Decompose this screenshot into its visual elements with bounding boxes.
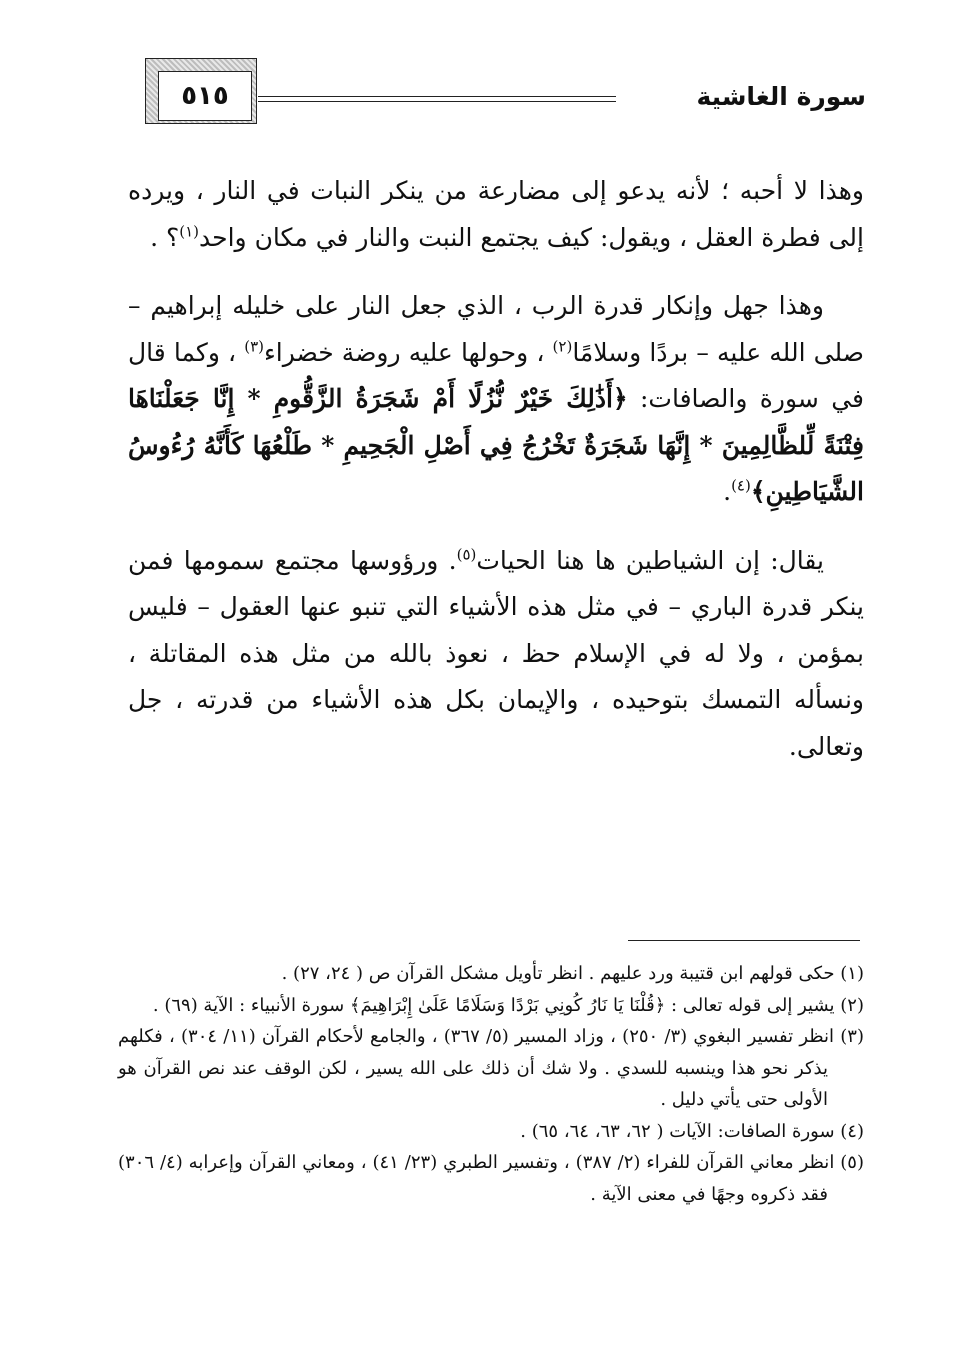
- footnote-ref-1: (١): [179, 222, 200, 241]
- paragraph-3: [128, 538, 864, 771]
- footnote-text: يشير إلى قوله تعالى : ﴿قُلْنَا يَا نَارُ كُونِي بَرْدًا وَسَلَامًا عَلَىٰ إِبْرَاهِيمَ﴾ سورة الأنبياء : الآية (٦٩) .: [152, 994, 835, 1016]
- footnote-number: (٤): [840, 1120, 864, 1142]
- paragraph-3-text-2: . ورؤوسها مجتمع سمومها فمن ينكر قدرة الباري – في مثل هذه الأشياء التي تنبو عنها العقول – فليس بمؤمن ، ولا له في الإسلام حظ ، نعوذ بالله من مثل هذه المقاتلة ، ونسأله التمسك بتوحيده ، والإيمان بكل هذه الأشياء من قدرته ، جل وتعالى.: [128, 545, 864, 761]
- footnote-number: (٢): [840, 994, 864, 1016]
- page-number-box: [145, 58, 257, 124]
- footnotes: [118, 958, 864, 1210]
- footnote-ref-5: (٥): [456, 545, 477, 564]
- paragraph-3-text-1: يقال: إن الشياطين ها هنا الحيات: [476, 545, 824, 575]
- footnote-5: [118, 1147, 864, 1210]
- footnote-number: (١): [840, 963, 864, 984]
- footnote-number: (٥): [840, 1152, 864, 1173]
- footnote-text: انظر تفسير البغوي (٣/ ٢٥٠) ، وزاد المسير (٥/ ٣٦٧) ، والجامع لأحكام القرآن (١١/ ٣٠٤) ، فكلهم يذكر نحو هذا وينسبه للسدي . ولا شك أن ذلك على الله يسير ، لكن الوقف عند نص القرآن هو الأولى حتى يأتي دليل .: [118, 1026, 835, 1110]
- footnote-text: حكى قولهم ابن قتيبة ورد عليهم . انظر تأويل مشكل القرآن ص ( ٢٤، ٢٧) .: [281, 963, 835, 984]
- footnote-4: [118, 1116, 864, 1148]
- footnote-rule: [628, 940, 860, 941]
- footnote-ref-3: (٣): [244, 337, 265, 356]
- page-number-frame: [158, 71, 252, 121]
- paragraph-1: [128, 168, 864, 261]
- footnote-2: [118, 990, 864, 1022]
- paragraph-2-end: .: [723, 477, 732, 506]
- footnote-text: سورة الصافات: الآيات ( ٦٢، ٦٣، ٦٤، ٦٥) .: [520, 1120, 835, 1142]
- paragraph-1-end: ؟ .: [150, 222, 180, 252]
- footnote-number: (٣): [840, 1026, 864, 1047]
- page-number: ٥١٥: [181, 81, 229, 111]
- paragraph-2: [128, 283, 864, 516]
- body-text: [128, 168, 864, 770]
- paragraph-2-text-3: ، وكما قال في سورة والصافات:: [128, 337, 864, 413]
- paragraph-2-text-2: ، وحولها عليه روضة خضراء: [264, 337, 553, 367]
- quran-quote: ﴿أَذَٰلِكَ خَيْرٌ نُّزُلًا أَمْ شَجَرَةُ الزَّقُّومِ * إِنَّا جَعَلْنَاهَا فِتْنَةً لِّلظَّالِمِينَ * إِنَّهَا شَجَرَةٌ تَخْرُجُ فِي أَصْلِ الْجَحِيمِ * طَلْعُهَا كَأَنَّهُ رُءُوسُ الشَّيَاطِينِ﴾: [128, 384, 864, 506]
- header-rule: [258, 96, 616, 102]
- paragraph-1-text: وهذا لا أحبه ؛ لأنه يدعو إلى مضارعة من ينكر النبات في النار ، ويرده إلى فطرة العقل ، ويقول: كيف يجتمع النبت والنار في مكان واحد: [128, 176, 864, 252]
- surah-title: سورة الغاشية: [696, 82, 866, 111]
- footnote-ref-4: (٤): [731, 476, 751, 495]
- footnote-ref-2: (٢): [552, 337, 573, 356]
- footnote-text: انظر معاني القرآن للفراء (٢/ ٣٨٧) ، وتفسير الطبري (٢٣/ ٤١) ، ومعاني القرآن وإعرابه (٤/ ٣٠٦) فقد ذكروه وجهًا في معنى الآية .: [118, 1152, 835, 1205]
- paragraph-2-text-1: وهذا جهل وإنكار قدرة الرب ، الذي جعل النار على خليله إبراهيم – صلى الله عليه – بردًا وسلامًا: [128, 291, 864, 367]
- footnote-3: [118, 1021, 864, 1116]
- footnote-1: [118, 958, 864, 990]
